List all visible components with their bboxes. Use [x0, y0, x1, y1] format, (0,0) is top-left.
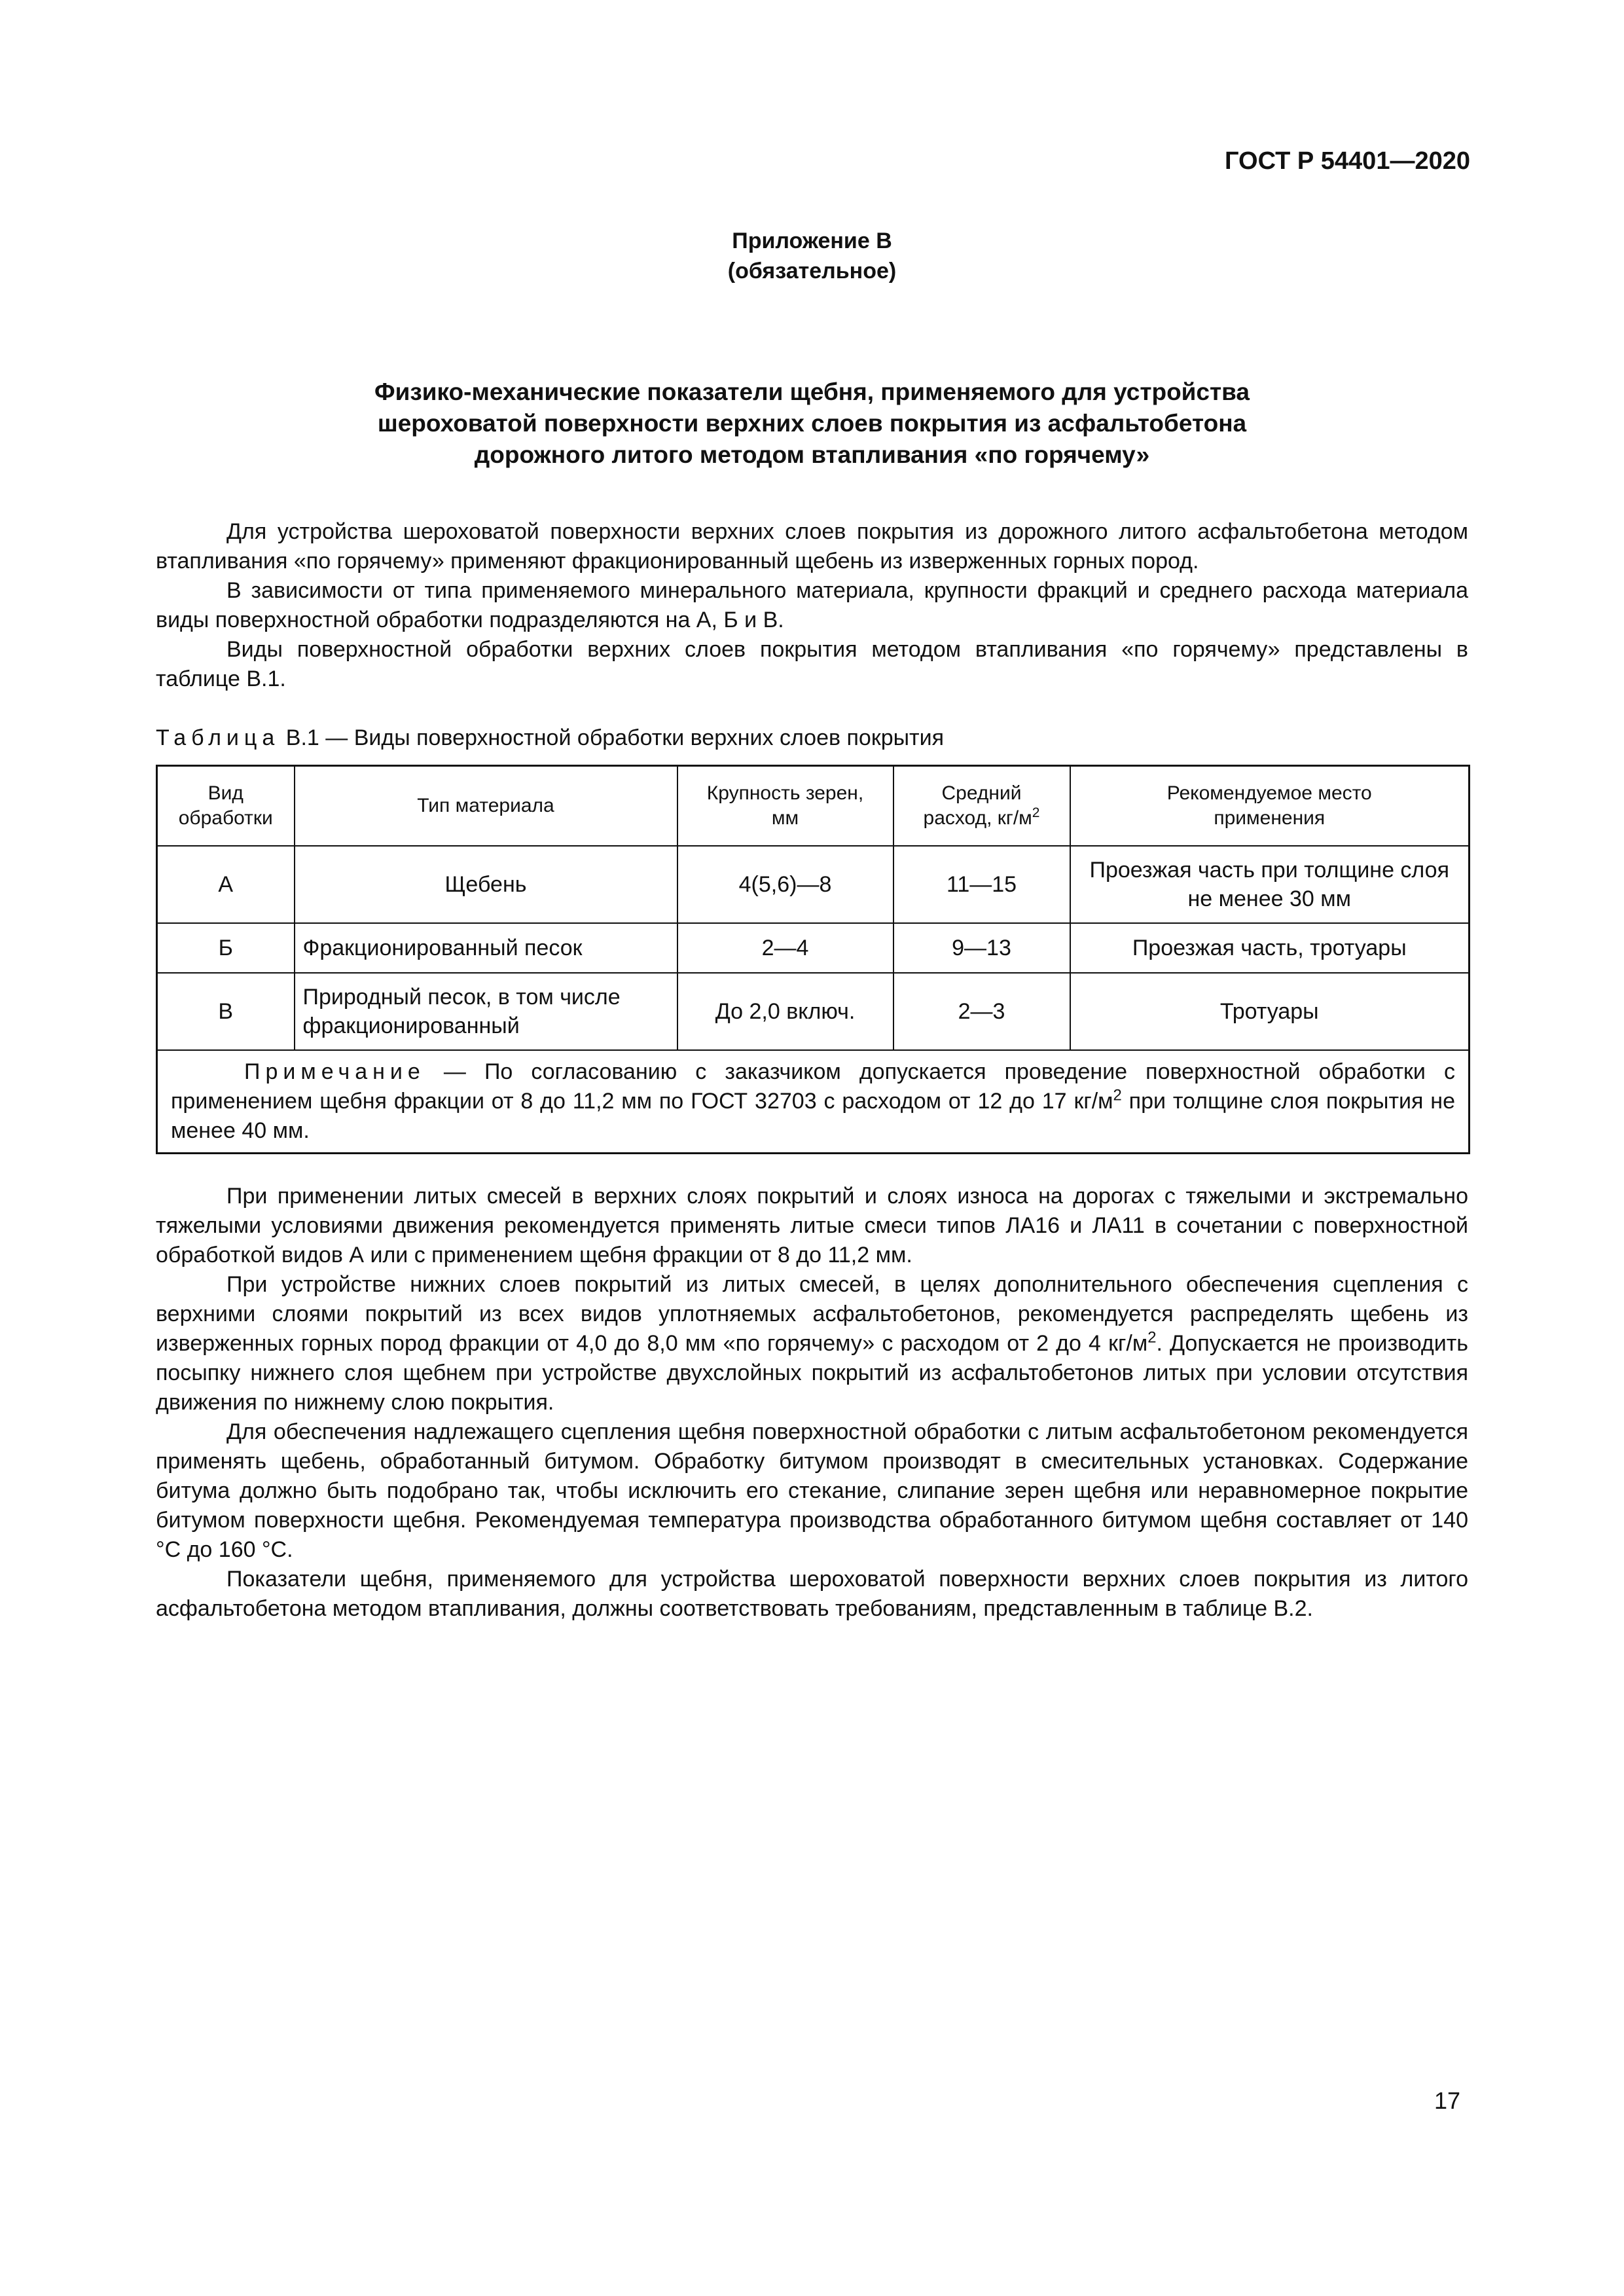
- page-number: 17: [1434, 2087, 1460, 2114]
- title-line-1: Физико-механические показатели щебня, применяемого для устройства: [374, 378, 1250, 405]
- intro-text: [156, 517, 1468, 694]
- cell-place: Проезжая часть при толщине слоя не менее 30 мм: [1070, 846, 1470, 923]
- appendix-status: (обязательное): [727, 259, 897, 283]
- cell-type: В: [157, 973, 295, 1050]
- intro-paragraph-3: Виды поверхностной обработки верхних слоев покрытия методом втапливания «по горячему» представлены в таблице В.1.: [156, 637, 1468, 691]
- paragraph-bitumen: Для обеспечения надлежащего сцепления щебня поверхностной обработки с литым асфальтобетоном рекомендуется применять щебень, обработанный битумом. Обработку битумом производят в смесительных установках. Содержание битума должно быть подобрано так, чтобы исключить его стекание, слипание зерен щебня или неравномерное покрытие битумом поверхности щебня. Рекомендуемая температура производства обработанного битумом щебня составляет от 140 °С до 160 °С.: [156, 1419, 1468, 1562]
- paragraph-mixtures: При применении литых смесей в верхних слоях покрытий и слоях износа на дорогах с тяжелыми и экстремально тяжелыми условиями движения рекомендуется применять литые смеси типов ЛА16 и ЛА11 в сочетании с поверхностной обработкой видов А или с применением щебня фракции от 8 до 11,2 мм.: [156, 1184, 1468, 1267]
- cell-type: А: [157, 846, 295, 923]
- cell-size: До 2,0 включ.: [677, 973, 893, 1050]
- intro-paragraph-2: В зависимости от типа применяемого минерального материала, крупности фракций и среднего расхода материала виды поверхностной обработки подразделяются на А, Б и В.: [156, 578, 1468, 632]
- treatment-types-table: [156, 765, 1470, 1154]
- cell-material: Природный песок, в том числе фракционированный: [295, 973, 677, 1050]
- header-recommended-place: Рекомендуемое место применения: [1070, 766, 1470, 847]
- cell-place: Проезжая часть, тротуары: [1070, 923, 1470, 973]
- document-code: ГОСТ Р 54401—2020: [1225, 147, 1470, 175]
- cell-place: Тротуары: [1070, 973, 1470, 1050]
- cell-type: Б: [157, 923, 295, 973]
- note-label: Примечание: [244, 1059, 425, 1084]
- appendix-heading: [0, 226, 1624, 286]
- header-treatment-type: Вид обработки: [157, 766, 295, 847]
- table-row: [157, 973, 1470, 1050]
- appendix-label: Приложение В: [732, 228, 892, 253]
- cell-material: Щебень: [295, 846, 677, 923]
- header-grain-size: Крупность зерен, мм: [677, 766, 893, 847]
- intro-paragraph-1: Для устройства шероховатой поверхности верхних слоев покрытия из дорожного литого асфальтобетона методом втапливания «по горячему» применяют фракционированный щебень из изверженных горных пород.: [156, 519, 1468, 574]
- table-note: Примечание — По согласованию с заказчиком допускается проведение поверхностной обработки с применением щебня фракции от 8 до 11,2 мм по ГОСТ 32703 с расходом от 12 до 17 $кг/м^2$ при толщине слоя покрытия не менее 40 мм.: [157, 1050, 1470, 1154]
- cell-rate: 11—15: [893, 846, 1070, 923]
- header-material-type: Тип материала: [295, 766, 677, 847]
- title-line-2: шероховатой поверхности верхних слоев покрытия из асфальтобетона: [377, 410, 1247, 437]
- cell-material: Фракционированный песок: [295, 923, 677, 973]
- table-row: [157, 923, 1470, 973]
- table-caption: [156, 723, 944, 753]
- cell-size: 2—4: [677, 923, 893, 973]
- cell-size: 4(5,6)—8: [677, 846, 893, 923]
- cell-rate: 2—3: [893, 973, 1070, 1050]
- table-header-row: [157, 766, 1470, 847]
- paragraph-lower-layers: При устройстве нижних слоев покрытий из литых смесей, в целях дополнительного обеспечения сцепления с верхними слоями покрытий из всех видов уплотняемых асфальтобетонов, рекомендуется распределять щебень из изверженных горных пород фракции от 4,0 до 8,0 мм «по горячему» с расходом от 2 до 4 $кг/м^2$. Допускается не производить посыпку нижнего слоя щебнем при устройстве двухслойных покрытий из асфальтобетонов литых при условии отсутствия движения по нижнему слою покрытия.: [156, 1272, 1468, 1415]
- table-caption-label: Таблица: [156, 725, 280, 750]
- title-line-3: дорожного литого методом втапливания «по горячему»: [474, 441, 1150, 468]
- cell-rate: 9—13: [893, 923, 1070, 973]
- table-note-row: [157, 1050, 1470, 1154]
- body-text: [156, 1182, 1468, 1624]
- table-caption-text: В.1 — Виды поверхностной обработки верхних слоев покрытия: [285, 725, 945, 750]
- section-title: [196, 376, 1428, 471]
- table-row: [157, 846, 1470, 923]
- header-average-rate: Средний расход, $кг/м^2$: [893, 766, 1070, 847]
- paragraph-requirements: Показатели щебня, применяемого для устройства шероховатой поверхности верхних слоев покрытия из литого асфальтобетона методом втапливания, должны соответствовать требованиям, представленным в таблице В.2.: [156, 1567, 1468, 1621]
